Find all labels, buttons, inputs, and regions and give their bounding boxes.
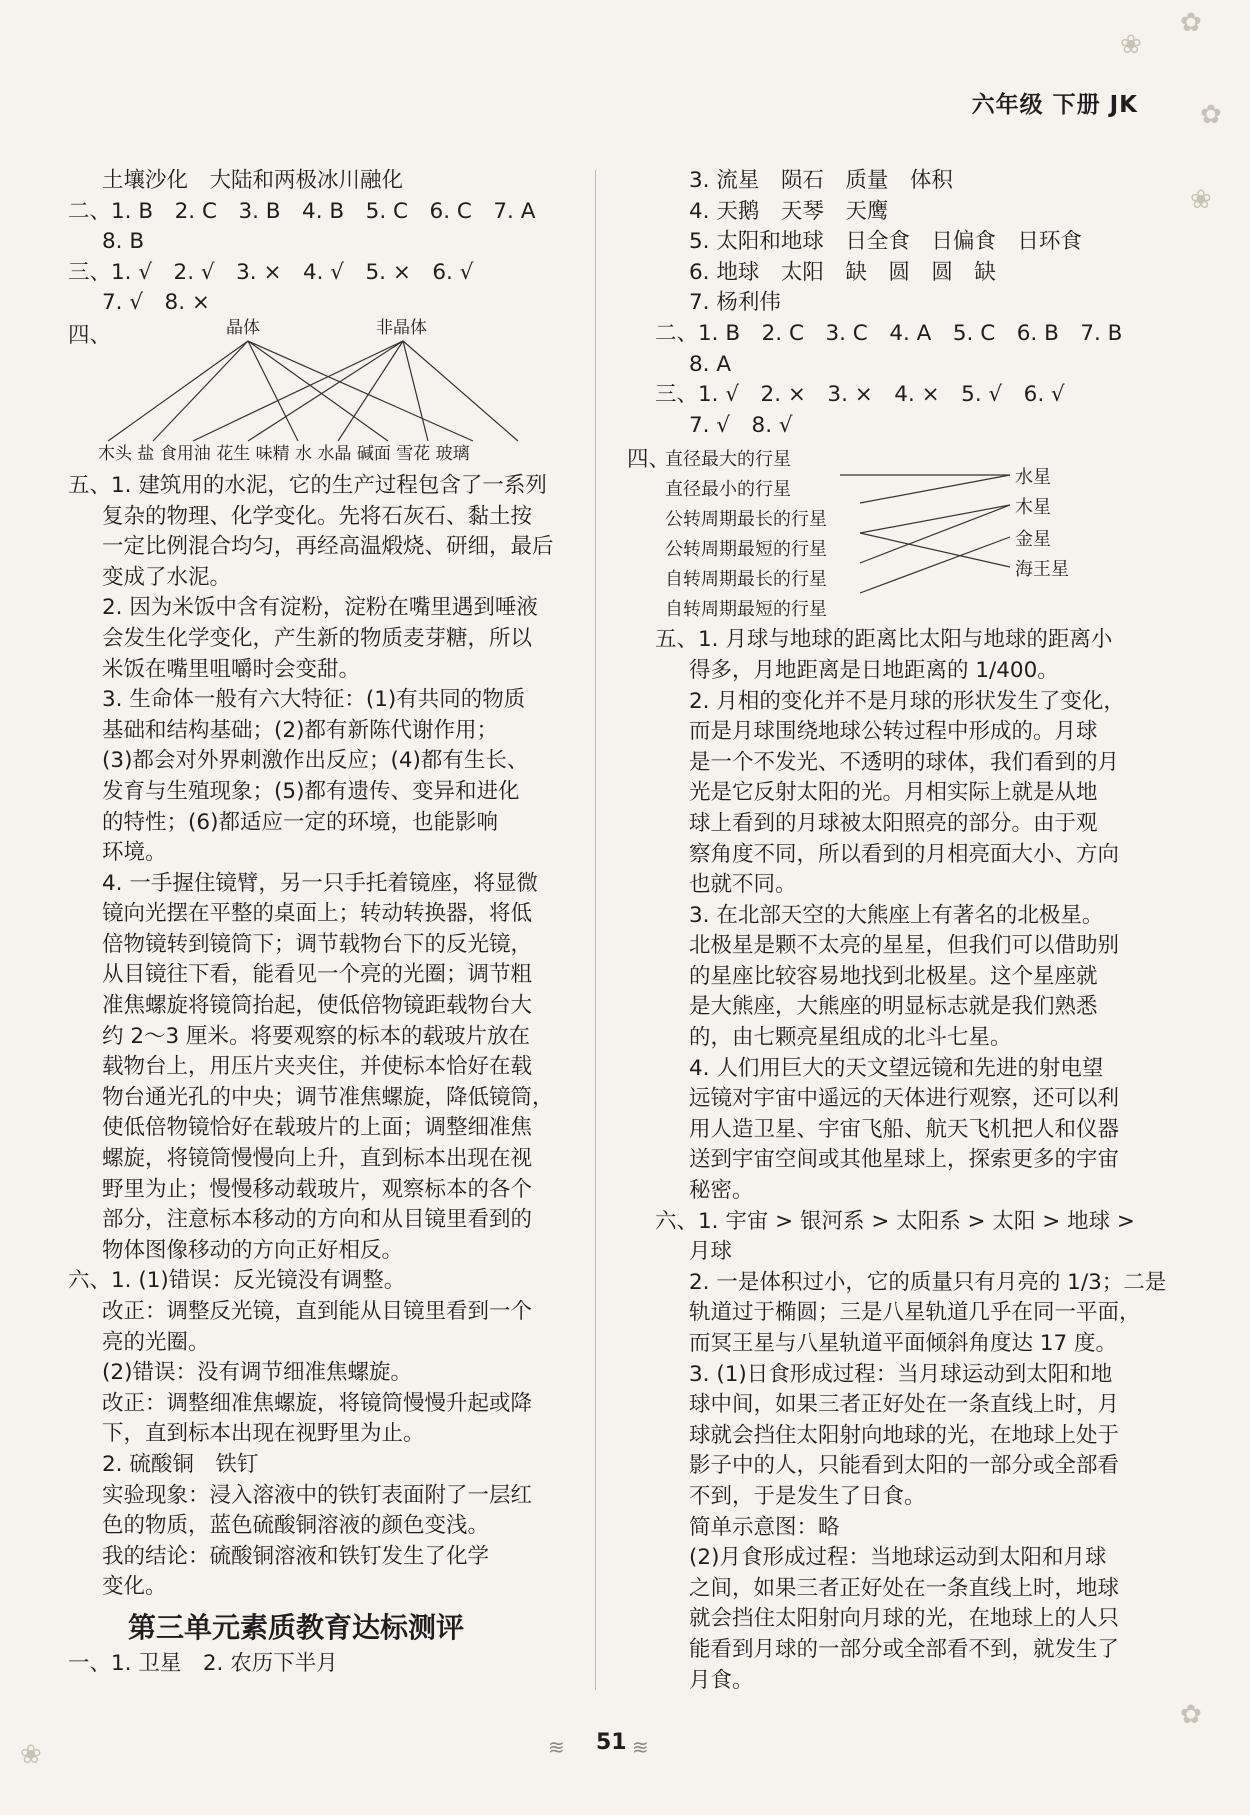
text-line: 一定比例混合均匀，再经高温煅烧、研细，最后 — [102, 534, 554, 560]
item-label: 食用油 — [159, 443, 211, 464]
text-line: 三、1. √ 2. √ 3. × 4. √ 5. × 6. √ — [68, 259, 474, 285]
text-line: 而冥王星与八星轨道平面倾斜角度达 17 度。 — [689, 1331, 1118, 1356]
text-line: 球就会挡住太阳射向地球的光，在地球上处于 — [689, 1422, 1120, 1448]
text-line: 土壤沙化 大陆和两极冰川融化 — [102, 168, 404, 193]
text-line: 下，直到标本出现在视野里为止。 — [102, 1421, 425, 1447]
wing-decoration-icon: ≋ — [632, 1735, 649, 1759]
flower-decoration-icon: ✿ — [1200, 100, 1222, 130]
text-line: 送到宇宙空间或其他星球上，探索更多的宇宙 — [689, 1147, 1120, 1173]
planet-label: 海王星 — [1015, 559, 1069, 581]
text-line: 球上看到的月球被太阳照亮的部分。由于观 — [689, 810, 1098, 836]
text-line: 8. B — [102, 229, 145, 255]
text-line: 准焦螺旋将镜筒抬起，使低倍物镜距载物台大 — [102, 993, 533, 1019]
text-line: 我的结论：硫酸铜溶液和铁钉发生了化学 — [102, 1543, 490, 1569]
planet-attribute-label: 直径最小的行星 — [665, 479, 791, 501]
text-line: 影子中的人，只能看到太阳的一部分或全部看 — [689, 1453, 1120, 1479]
crystal-matching-diagram — [68, 319, 568, 471]
flower-decoration-icon: ❀ — [1190, 185, 1212, 215]
text-line: 用人造卫星、宇宙飞船、航天飞机把人和仪器 — [689, 1116, 1120, 1142]
text-line: 得多，月地距离是日地距离的 1/400。 — [689, 657, 1059, 683]
text-line: 月球 — [689, 1239, 733, 1265]
wing-decoration-icon: ≋ — [548, 1735, 565, 1759]
text-line: 光是它反射太阳的光。月相实际上就是从地 — [689, 780, 1098, 806]
flower-decoration-icon: ✿ — [1180, 8, 1202, 38]
text-line: 能看到月球的一部分或全部看不到，就发生了 — [689, 1636, 1120, 1662]
text-line: 3. 流星 陨石 质量 体积 — [689, 168, 953, 193]
text-line: 不到，于是发生了日食。 — [689, 1483, 926, 1509]
flower-decoration-icon: ❀ — [1120, 30, 1142, 60]
text-line: 六、1. 宇宙 > 银河系 > 太阳系 > 太阳 > 地球 > — [655, 1208, 1135, 1234]
text-line: 的特性；(6)都适应一定的环境，也能影响 — [102, 809, 498, 835]
text-line: 载物台上，用压片夹夹住，并使标本恰好在载 — [102, 1054, 533, 1080]
left-column — [68, 166, 568, 1680]
text-line: 变化。 — [102, 1574, 167, 1600]
text-line: 5. 太阳和地球 日全食 日偏食 日环食 — [689, 229, 1082, 255]
column-divider — [595, 170, 596, 1690]
right-body-text — [655, 625, 1167, 1696]
text-line: 三、1. √ 2. × 3. × 4. × 5. √ 6. √ — [655, 382, 1065, 408]
text-line: 亮的光圈。 — [102, 1329, 210, 1355]
text-line: 实验现象：浸入溶液中的铁钉表面附了一层红 — [102, 1482, 533, 1508]
text-line: 2. 因为米饭中含有淀粉，淀粉在嘴里遇到唾液 — [102, 595, 538, 621]
text-line: (2)月食形成过程：当地球运动到太阳和月球 — [689, 1545, 1107, 1571]
flower-decoration-icon: ❀ — [20, 1740, 42, 1770]
text-line: (3)都会对外界刺激作出反应；(4)都有生长、 — [102, 748, 529, 774]
item-label: 水晶 — [317, 443, 352, 464]
text-line: 的，由七颗亮星组成的北斗七星。 — [689, 1025, 1012, 1051]
text-line: 北极星是颗不太亮的星星，但我们可以借助别 — [689, 933, 1120, 959]
text-line: 4. 一手握住镜臂，另一只手托着镜座，将显微 — [102, 870, 538, 896]
text-line: 3. 生命体一般有六大特征：(1)有共同的物质 — [102, 687, 526, 713]
text-line: 改正：调整反光镜，直到能从目镜里看到一个 — [102, 1299, 533, 1324]
planet-label: 金星 — [1015, 529, 1051, 551]
text-line: 3. 在北部天空的大熊座上有著名的北极星。 — [689, 902, 1104, 928]
planet-attribute-label: 公转周期最短的行星 — [665, 539, 827, 561]
item-label: 花生 — [216, 443, 251, 464]
text-line: 是大熊座，大熊座的明显标志就是我们熟悉 — [689, 994, 1098, 1020]
text-line: 察角度不同，所以看到的月相亮面大小、方向 — [689, 841, 1120, 867]
text-line: 部分，注意标本移动的方向和从目镜里看到的 — [102, 1207, 533, 1233]
text-line: 二、1. B 2. C 3. C 4. A 5. C 6. B 7. B — [655, 320, 1123, 346]
flower-decoration-icon: ✿ — [1180, 1700, 1202, 1730]
item-label: 盐 — [137, 443, 155, 464]
text-line: 之间，如果三者正好处在一条直线上时，地球 — [689, 1575, 1120, 1601]
text-line: 镜向光摆在平整的桌面上；转动转换器，将低 — [102, 901, 533, 927]
text-line: 轨道过于椭圆；三是八星轨道几乎在同一平面， — [689, 1300, 1141, 1326]
text-line: 会发生化学变化，产生新的物质麦芽糖，所以 — [102, 625, 533, 651]
text-line: 月食。 — [689, 1667, 754, 1693]
text-line: 野里为止；慢慢移动载玻片，观察标本的各个 — [102, 1176, 533, 1202]
planet-attribute-label: 公转周期最长的行星 — [665, 509, 827, 531]
item-label: 玻璃 — [435, 443, 470, 464]
text-line: 米饭在嘴里咀嚼时会变甜。 — [102, 656, 361, 682]
text-line: 7. 杨利伟 — [689, 290, 781, 316]
text-line: 2. 一是体积过小，它的质量只有月亮的 1/3；二是 — [689, 1269, 1167, 1295]
page-number: 51 — [596, 1730, 627, 1755]
text-line: 而是月球围绕地球公转过程中形成的。月球 — [689, 719, 1098, 745]
text-line: 7. √ 8. × — [102, 290, 210, 316]
planet-attribute-label: 直径最大的行星 — [665, 449, 791, 471]
planet-matching-diagram — [627, 441, 1127, 625]
item-label: 味精 — [255, 443, 290, 464]
text-line: 变成了水泥。 — [102, 564, 232, 590]
text-line: 6. 地球 太阳 缺 圆 圆 缺 — [689, 259, 996, 285]
non-crystal-label: 非晶体 — [376, 317, 427, 338]
text-line: 倍物镜转到镜筒下；调节载物台下的反光镜， — [102, 931, 533, 957]
planet-label: 木星 — [1015, 497, 1051, 519]
text-line: 复杂的物理、化学变化。先将石灰石、黏土按 — [102, 503, 533, 529]
section-title: 第三单元素质教育达标测评 — [128, 1610, 465, 1644]
item-label: 木头 — [98, 443, 132, 464]
page-header-title: 六年级 下册 JK — [971, 92, 1138, 118]
text-line: 一、1. 卫星 2. 农历下半月 — [68, 1650, 338, 1676]
text-line: 二、1. B 2. C 3. B 4. B 5. C 6. C 7. A — [68, 198, 536, 224]
text-line: 7. √ 8. √ — [689, 412, 793, 438]
question-label: 四、 — [68, 322, 112, 348]
text-line: 4. 人们用巨大的天文望远镜和先进的射电望 — [689, 1055, 1104, 1081]
text-line: 8. A — [689, 351, 732, 377]
text-line: 环境。 — [102, 840, 167, 866]
text-line: 六、1. (1)错误：反光镜没有调整。 — [68, 1268, 406, 1294]
planet-attribute-label: 自转周期最短的行星 — [665, 599, 827, 621]
item-label: 雪花 — [396, 443, 431, 464]
text-line: 2. 月相的变化并不是月球的形状发生了变化， — [689, 688, 1125, 714]
text-line: 是一个不发光、不透明的球体，我们看到的月 — [689, 749, 1120, 775]
right-column — [627, 166, 1167, 1696]
text-line: 就会挡住太阳射向月球的光，在地球上的人只 — [689, 1606, 1120, 1632]
left-body-text — [68, 471, 568, 1603]
planet-attribute-label: 自转周期最长的行星 — [665, 569, 827, 591]
crystal-label: 晶体 — [226, 317, 260, 338]
text-line: (2)错误：没有调节细准焦螺旋。 — [102, 1360, 412, 1386]
text-line: 五、1. 月球与地球的距离比太阳与地球的距离小 — [655, 627, 1113, 653]
item-label: 碱面 — [356, 443, 391, 464]
text-line: 秘密。 — [689, 1178, 754, 1204]
item-label: 水 — [295, 443, 313, 464]
text-line: 物体图像移动的方向正好相反。 — [102, 1237, 404, 1263]
text-line: 螺旋，将镜筒慢慢向上升，直到标本出现在视 — [102, 1146, 533, 1172]
text-line: 约 2～3 厘米。将要观察的标本的载玻片放在 — [102, 1023, 531, 1049]
text-line: 球中间，如果三者正好处在一条直线上时，月 — [689, 1392, 1120, 1418]
text-line: 远镜对宇宙中遥远的天体进行观察，还可以利 — [689, 1086, 1120, 1112]
text-line: 使低倍物镜恰好在载玻片的上面；调整细准焦 — [102, 1115, 533, 1141]
planet-label: 水星 — [1015, 467, 1051, 489]
question-label: 四、 — [627, 447, 671, 473]
text-line: 发育与生殖现象；(5)都有遗传、变异和进化 — [102, 778, 520, 804]
text-line: 4. 天鹅 天琴 天鹰 — [689, 198, 889, 224]
text-line: 简单示意图：略 — [689, 1514, 840, 1540]
text-line: 的星座比较容易地找到北极星。这个星座就 — [689, 963, 1098, 989]
text-line: 从目镜往下看，能看见一个亮的光圈；调节粗 — [102, 962, 533, 988]
text-line: 改正：调整细准焦螺旋，将镜筒慢慢升起或降 — [102, 1390, 533, 1416]
text-line: 2. 硫酸铜 铁钉 — [102, 1451, 259, 1477]
text-line: 物台通光孔的中央；调节准焦螺旋，降低镜筒， — [102, 1084, 554, 1110]
text-line: 色的物质，蓝色硫酸铜溶液的颜色变浅。 — [102, 1513, 490, 1539]
text-line: 基础和结构基础；(2)都有新陈代谢作用； — [102, 717, 498, 743]
text-line: 也就不同。 — [689, 872, 797, 898]
text-line: 3. (1)日食形成过程：当月球运动到太阳和地 — [689, 1361, 1113, 1387]
text-line: 五、1. 建筑用的水泥，它的生产过程包含了一系列 — [68, 472, 547, 498]
